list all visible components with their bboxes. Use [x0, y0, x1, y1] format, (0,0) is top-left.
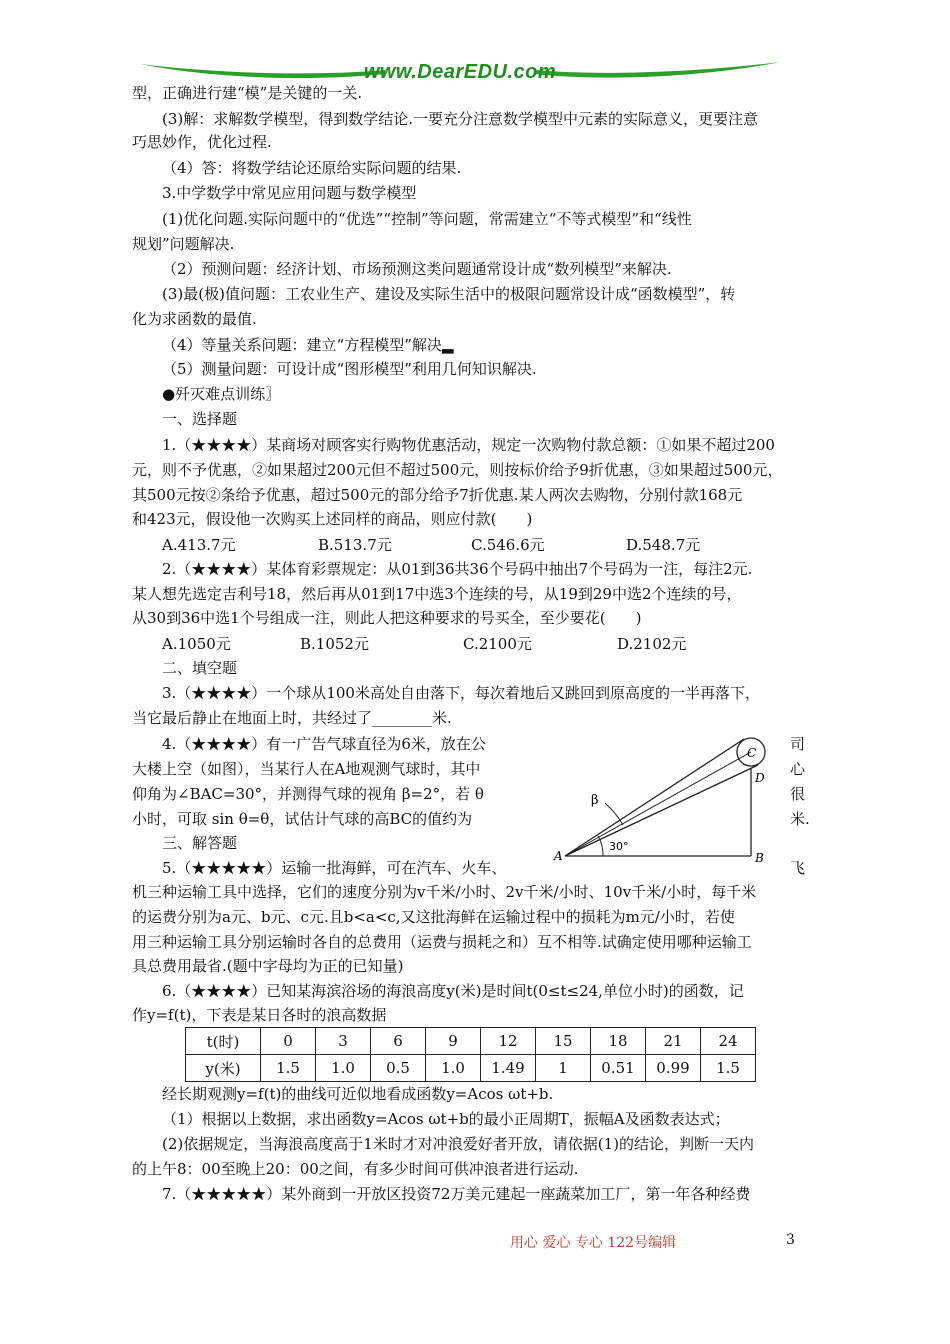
- table-row: [186, 1055, 756, 1082]
- page-number: 3: [786, 1232, 795, 1248]
- table-cell: 0.5: [371, 1055, 426, 1082]
- q1-option-b: B.513.7元: [318, 536, 392, 554]
- text-line: (2)依据规定，当海浪高度高于1米时才对冲浪爱好者开放，请依据(1)的结论，判断一天内: [162, 1135, 755, 1153]
- text-line: 型，正确进行建“模”是关键的一关.: [132, 84, 363, 102]
- text-line: 元，则不予优惠，②如果超过200元但不超过500元，则按标价给予9折优惠，③如果超过500元，: [132, 461, 783, 479]
- table-cell: 1.49: [481, 1055, 536, 1082]
- table-cell: 12: [481, 1028, 536, 1055]
- text-line: 大楼上空（如图），当某行人在A地观测气球时，其中: [132, 760, 481, 778]
- table-cell: 0.51: [591, 1055, 646, 1082]
- text-line: （2）预测问题：经济计划、市场预测这类问题通常设计成“数列模型”来解决.: [162, 260, 672, 278]
- table-cell: 18: [591, 1028, 646, 1055]
- label-d: D: [755, 771, 765, 785]
- wrapped-char: 飞: [790, 859, 806, 877]
- section-heading: 一、选择题: [162, 410, 238, 428]
- text-line: （4）答：将数学结论还原给实际问题的结果.: [162, 159, 462, 177]
- text-line: 仰角为∠BAC=30°，并测得气球的视角 β=2°，若 θ: [132, 785, 484, 803]
- text-line: 机三种运输工具中选择，它们的速度分别为v千米/小时、2v千米/小时、10v千米/小时，每千米: [132, 883, 757, 901]
- text-line: 经长期观测y=f(t)的曲线可近似地看成函数y=Acos ωt+b.: [162, 1085, 554, 1103]
- question-3: 3.（★★★★）一个球从100米高处自由落下，每次着地后又跳回到原高度的一半再落下，: [162, 684, 760, 702]
- question-2: 2.（★★★★）某体育彩票规定：从01到36共36个号码中抽出7个号码为一注，每注2元.: [162, 560, 753, 578]
- question-7: 7.（★★★★★）某外商到一开放区投资72万美元建起一座蔬菜加工厂，第一年各种经费: [162, 1185, 751, 1203]
- q1-option-c: C.546.6元: [471, 536, 545, 554]
- text-line: 巧思妙作，优化过程.: [132, 133, 272, 151]
- table-cell: 24: [701, 1028, 756, 1055]
- question-1: 1.（★★★★）某商场对顾客实行购物优惠活动，规定一次购物付款总额：①如果不超过200: [162, 436, 775, 454]
- section-heading: 三、解答题: [162, 834, 238, 852]
- table-cell: 1.0: [316, 1055, 371, 1082]
- table-cell: 6: [371, 1028, 426, 1055]
- label-beta: β: [591, 793, 599, 808]
- table-cell: 15: [536, 1028, 591, 1055]
- label-c: C: [747, 746, 757, 760]
- text-line: 当它最后静止在地面上时，共经过了________米.: [132, 709, 452, 727]
- text-line: （4）等量关系问题：建立“方程模型”解决▂: [162, 336, 454, 354]
- text-line: 小时，可取 sin θ=θ，试估计气球的高BC的值约为: [132, 810, 473, 828]
- text-line: 的上午8：00至晚上20：00之间，有多少时间可供冲浪者进行运动.: [132, 1160, 579, 1178]
- label-angle: 30°: [609, 840, 629, 853]
- table-cell: 0: [261, 1028, 316, 1055]
- question-6: 6.（★★★★）已知某海滨浴场的海浪高度y(米)是时间t(0≤t≤24,单位小时)的函数，记: [162, 982, 744, 1000]
- text-line: 和423元，假设他一次购买上述同样的商品，则应付款( ): [132, 510, 533, 528]
- section-heading: ●歼灭难点训练〗: [162, 385, 281, 403]
- wrapped-char: 很: [790, 785, 806, 803]
- table-cell: 21: [646, 1028, 701, 1055]
- label-a: A: [554, 849, 563, 863]
- table-cell: 0.99: [646, 1055, 701, 1082]
- table-cell: 3: [316, 1028, 371, 1055]
- text-line: 作y=f(t)，下表是某日各时的浪高数据: [132, 1006, 387, 1024]
- text-line: 其500元按②条给予优惠，超过500元的部分给予7折优惠.某人两次去购物，分别付款168元: [132, 486, 743, 504]
- text-line: 从30到36中选1个号组成一注，则此人把这种要求的号买全，至少要花( ): [132, 609, 642, 627]
- text-line: 用三种运输工具分别运输时各自的总费用（运费与损耗之和）互不相等.试确定使用哪种运输工: [132, 933, 752, 951]
- wrapped-char: 心: [790, 760, 806, 778]
- text-line: 某人想先选定吉利号18，然后再从01到17中选3个连续的号，从19到29中选2个连续的号，: [132, 585, 742, 603]
- label-b: B: [755, 851, 764, 865]
- table-cell: 1: [536, 1055, 591, 1082]
- balloon-figure: [545, 728, 785, 868]
- q1-option-d: D.548.7元: [626, 536, 701, 554]
- text-line: 的运费分别为a元、b元、c元.且b<a<c,又这批海鲜在运输过程中的损耗为m元/小时，若使: [132, 908, 735, 926]
- q2-option-a: A.1050元: [162, 635, 231, 653]
- text-line: (1)优化问题.实际问题中的“优选”“控制”等问题，常需建立“不等式模型”和“线性: [162, 210, 692, 228]
- table-row: [186, 1028, 756, 1055]
- table-header-cell: t(时): [186, 1028, 261, 1055]
- text-line: （1）根据以上数据，求出函数y=Acos ωt+b的最小正周期T，振幅A及函数表达式；: [162, 1110, 730, 1128]
- table-cell: 1.5: [261, 1055, 316, 1082]
- text-line: 规划”问题解决.: [132, 235, 235, 253]
- table-header-cell: y(米): [186, 1055, 261, 1082]
- wrapped-char: 司: [790, 735, 806, 753]
- q2-option-c: C.2100元: [463, 635, 532, 653]
- text-line: (3)解：求解数学模型，得到数学结论.一要充分注意数学模型中元素的实际意义，更要注意: [162, 110, 759, 128]
- question-5: 5.（★★★★★）运输一批海鲜，可在汽车、火车、: [162, 859, 507, 877]
- section-heading: 二、填空题: [162, 659, 238, 677]
- wrapped-char: 米.: [790, 810, 810, 828]
- q2-option-b: B.1052元: [300, 635, 369, 653]
- sight-line-bottom: [565, 765, 758, 856]
- wave-height-table: [185, 1027, 756, 1082]
- text-line: （5）测量问题：可设计成“图形模型”利用几何知识解决.: [162, 360, 537, 378]
- site-url[interactable]: www.DearEDU.com: [363, 61, 557, 83]
- text-line: 化为求函数的最值.: [132, 310, 257, 328]
- table-cell: 1.5: [701, 1055, 756, 1082]
- beta-pointer: [605, 803, 623, 825]
- table-cell: 9: [426, 1028, 481, 1055]
- text-line: 具总费用最省.(题中字母均为正的已知量): [132, 957, 404, 975]
- table-cell: 1.0: [426, 1055, 481, 1082]
- footer-text: 用心 爱心 专心 122号编辑: [510, 1235, 677, 1251]
- question-4: 4.（★★★★）有一广告气球直径为6米，放在公: [162, 735, 486, 753]
- section-heading: 3.中学数学中常见应用问题与数学模型: [162, 184, 417, 202]
- text-line: (3)最(极)值问题：工农业生产、建设及实际生活中的极限问题常设计成“函数模型”，转: [162, 285, 736, 303]
- q1-option-a: A.413.7元: [162, 536, 236, 554]
- q2-option-d: D.2102元: [617, 635, 687, 653]
